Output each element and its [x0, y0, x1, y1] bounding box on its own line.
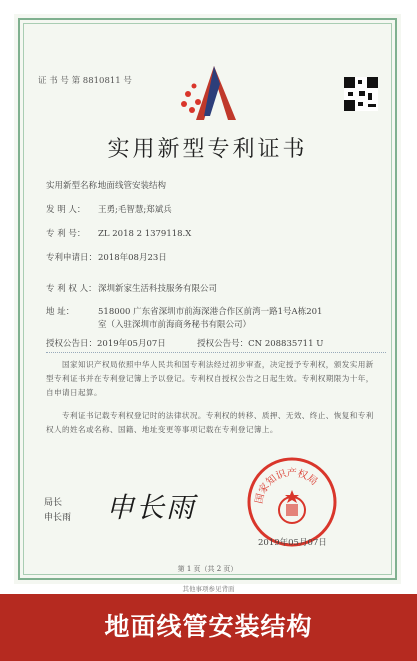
- grant-date: 授权公告日：2019年05月07日: [46, 339, 166, 349]
- field-application-date: 专利申请日：2018年08月23日: [46, 253, 167, 263]
- certificate-title: 实用新型专利证书: [107, 137, 308, 162]
- certificate-number: 证 书 号 第 8810811 号: [38, 76, 132, 86]
- page-indicator: 第 1 页（共 2 页）: [177, 565, 238, 573]
- signature-title: 局长: [44, 498, 63, 508]
- handwritten-signature: 申长雨: [106, 491, 197, 524]
- grant-number: 授权公告号：CN 208835711 U: [197, 339, 324, 349]
- title-banner: [0, 594, 417, 661]
- qr-code-icon: [344, 77, 378, 111]
- field-inventors: 发 明 人： 王勇;毛智慧;郑斌兵: [46, 205, 172, 215]
- divider: [46, 352, 386, 353]
- paragraph-grant: 国家知识产权局依照中华人民共和国专利法经过初步审查，决定授予专利权，颁发实用新型专利证书并在专利登记簿上予以登记。专利权自授权公告之日起生效。专利权期限为十年，自申请日起算。: [46, 360, 374, 397]
- field-address: 地 址： 518000 广东省深圳市前海深港合作区前湾一路1号A栋201: [46, 307, 323, 317]
- signature-name: 申长雨: [44, 513, 72, 523]
- patent-certificate: [14, 14, 401, 584]
- field-utility-name: 实用新型名称：地面线管安装结构: [46, 181, 167, 191]
- field-address-line2: 室（入驻深圳市前海商务秘书有限公司）: [98, 320, 252, 330]
- field-patent-number: 专 利 号： ZL 2018 2 1379118.X: [46, 229, 192, 239]
- footnote: 其他事项参见背面: [182, 585, 235, 593]
- paragraph-legal-status: 专利证书记载专利权登记时的法律状况。专利权的转移、质押、无效、终止、恢复和专利权人的姓名或名称、国籍、地址变更等事项记载在专利登记簿上。: [46, 411, 374, 434]
- grant-info: [46, 337, 323, 349]
- official-seal-icon: [246, 456, 338, 548]
- banner-title: 地面线管安装结构: [104, 612, 313, 641]
- patent-emblem-icon: [174, 64, 254, 124]
- field-patentee: 专 利 权 人：深圳新家生活科技服务有限公司: [46, 284, 218, 294]
- seal-date: 2019年05月07日: [258, 538, 327, 548]
- svg-text:国家知识产权局: 国家知识产权局: [253, 467, 320, 505]
